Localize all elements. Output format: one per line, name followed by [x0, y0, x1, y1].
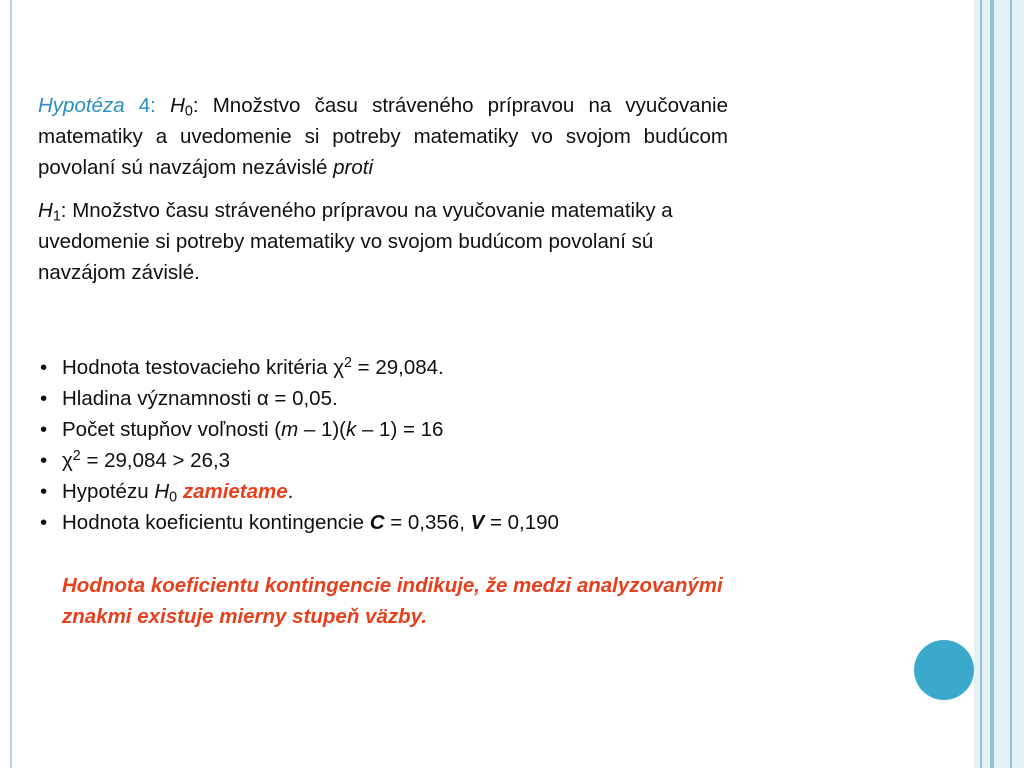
c-symbol: C: [369, 511, 385, 534]
hypothesis-number: 4:: [138, 94, 156, 117]
bullet-value: = 29,084.: [351, 356, 444, 379]
hypothesis-h1: [38, 195, 728, 288]
reject-word: zamietame: [182, 480, 288, 503]
conclusion-text: Hodnota koeficientu kontingencie indikuje, že medzi analyzovanými znakmi existuje mierny stupeň väzby.: [62, 574, 723, 628]
bullet-value: – 1) = 16: [356, 418, 444, 441]
slide-content: [38, 90, 728, 632]
bullet-value: = 0,190: [484, 511, 559, 534]
hypothesis-label: Hypotéza: [38, 94, 125, 117]
k-symbol: k: [346, 418, 357, 441]
bullet-value: = 0,356,: [384, 511, 471, 534]
list-item: [38, 352, 728, 383]
bullet-text: – 1)(: [298, 418, 347, 441]
h0-symbol: H: [154, 480, 170, 503]
bullet-text: Hladina významnosti: [62, 387, 257, 410]
h1-symbol: H: [38, 199, 53, 222]
bullet-value: = 29,084 > 26,3: [80, 449, 231, 472]
right-frame-line: [980, 0, 982, 768]
right-frame-line: [1010, 0, 1012, 768]
right-frame-line: [990, 0, 994, 768]
h0-proti: proti: [333, 156, 374, 179]
superscript: 2: [343, 354, 352, 371]
h0-subscript: 0: [184, 103, 193, 120]
bullet-text: Hodnota testovacieho kritéria: [62, 356, 334, 379]
bullet-text: Hodnota koeficientu kontingencie: [62, 511, 370, 534]
hypothesis-h0: [38, 90, 728, 183]
h0-symbol: H: [170, 94, 185, 117]
v-symbol: V: [470, 511, 485, 534]
decorative-circle: [914, 640, 974, 700]
list-item: [38, 507, 728, 538]
left-frame-line: [10, 0, 12, 768]
list-item: [38, 383, 728, 414]
bullet-text: Počet stupňov voľnosti (: [62, 418, 282, 441]
chi-symbol: χ: [62, 449, 73, 472]
h1-text: : Množstvo času stráveného prípravou na vyučovanie matematiky a uvedomenie si potreby matematiky vo svojom budúcom povolaní sú navzájom závislé.: [38, 199, 673, 284]
list-item: [38, 476, 728, 507]
alpha-symbol: α: [256, 387, 269, 410]
h0-subscript: 0: [169, 489, 178, 506]
m-symbol: m: [281, 418, 299, 441]
h0-text: : Množstvo času stráveného prípravou na vyučovanie matematiky a uvedomenie si potreby matematiky vo svojom budúcom povolaní sú navzájom nezávislé: [38, 94, 728, 179]
bullet-value: = 0,05.: [268, 387, 338, 410]
bullet-text: Hypotézu: [62, 480, 155, 503]
results-list: [38, 352, 728, 538]
list-item: [38, 414, 728, 445]
chi-symbol: χ: [333, 356, 344, 379]
h1-subscript: 1: [52, 208, 61, 225]
list-item: [38, 445, 728, 476]
superscript: 2: [72, 447, 81, 464]
bullet-text: .: [287, 480, 294, 503]
